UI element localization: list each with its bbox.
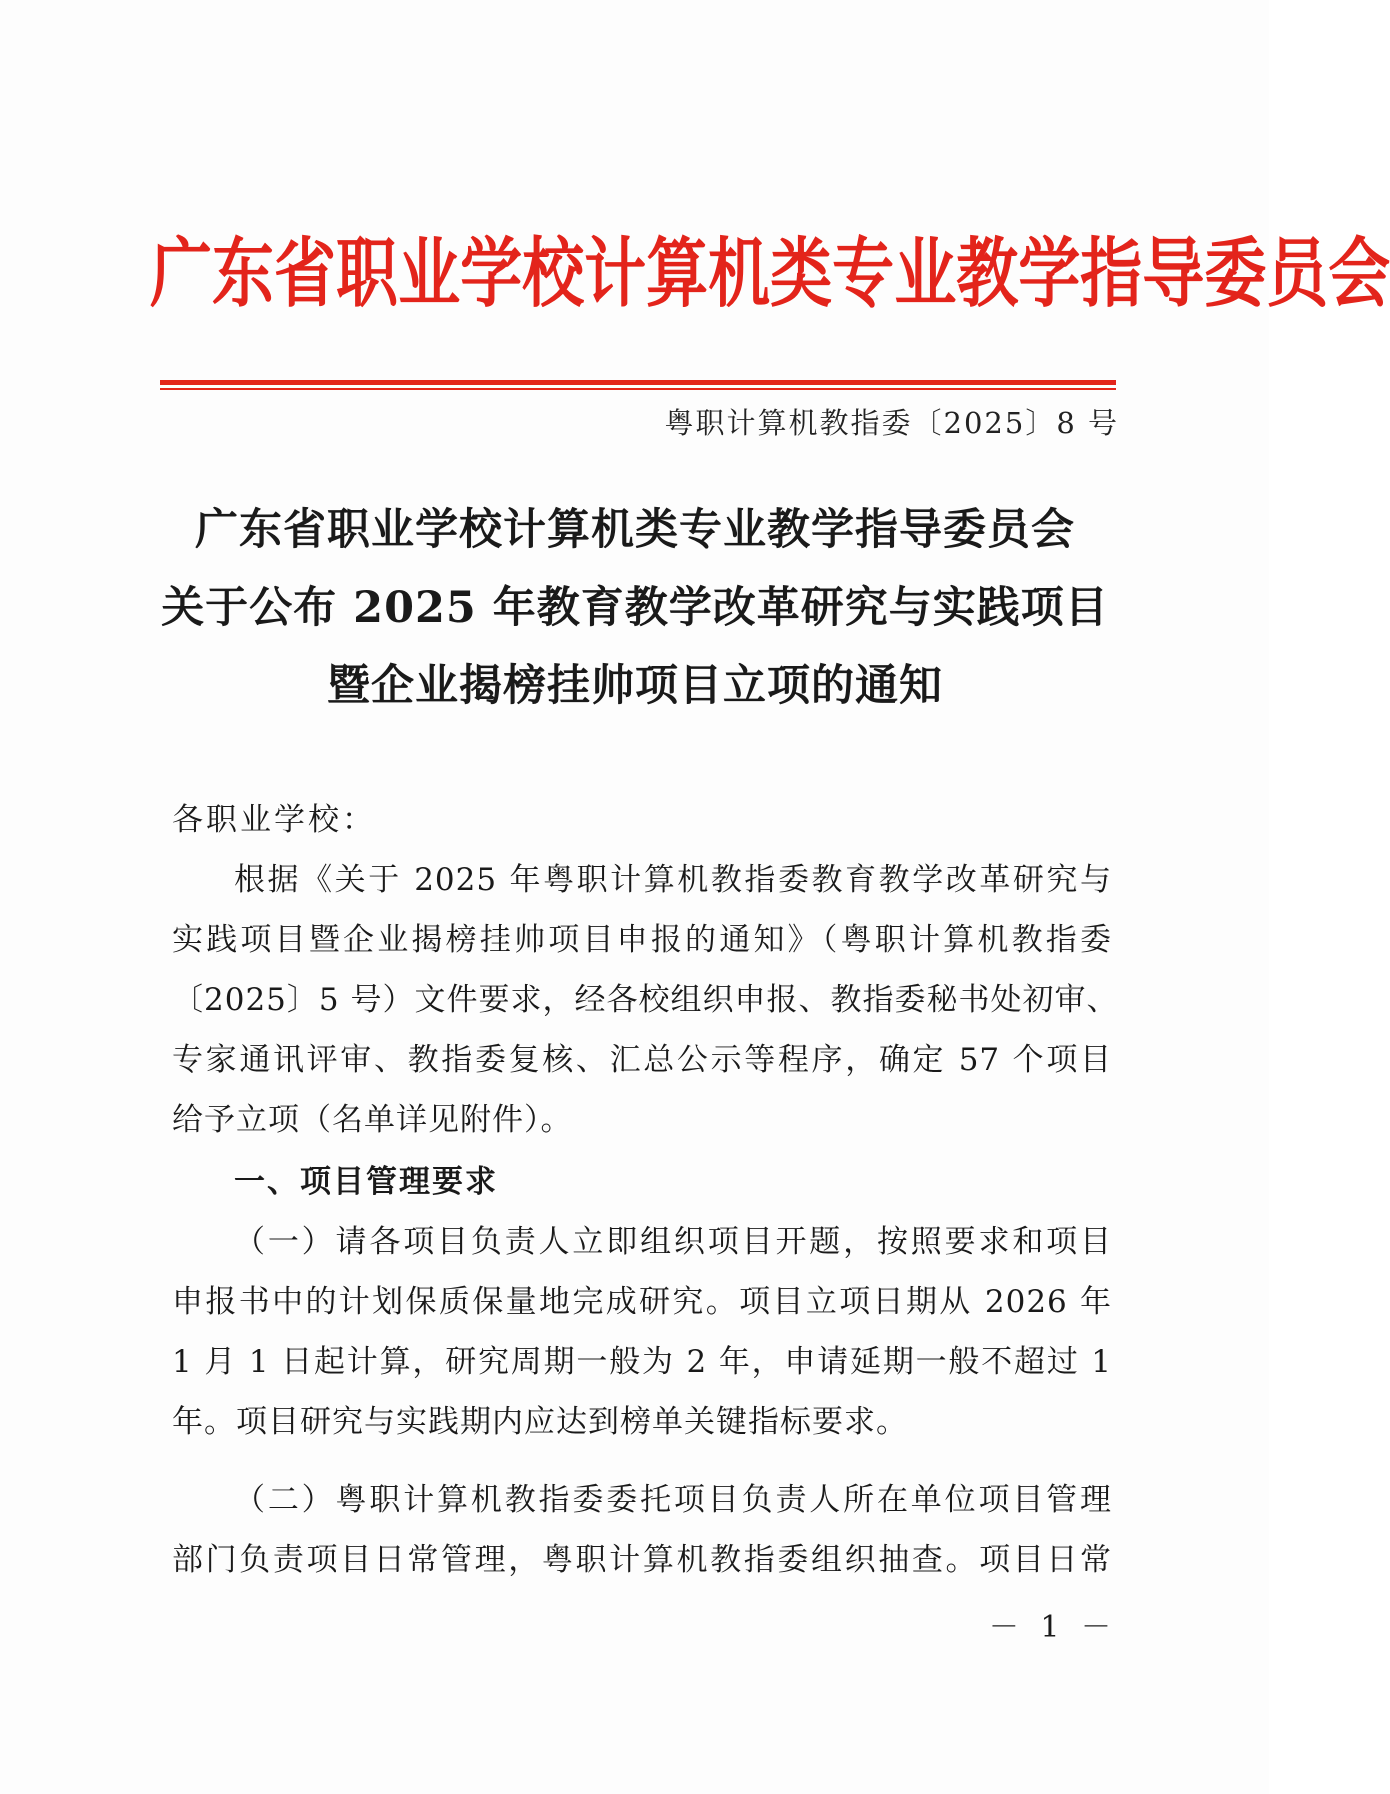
letterhead-character: 委	[1204, 228, 1267, 318]
paragraph-basis	[172, 850, 1119, 1150]
letterhead-character: 广	[150, 228, 213, 318]
letterhead-red-rule	[160, 380, 1116, 385]
letterhead-character: 机	[708, 228, 771, 318]
letterhead-red-rule-thin	[160, 388, 1116, 390]
notice-title-line-1: 广东省职业学校计算机类专业教学指导委员会	[195, 505, 1075, 555]
paragraph-line: 专家通讯评审、教指委复核、汇总公示等程序，确定 57 个项目	[172, 1042, 1112, 1078]
paragraph-line: 申报书中的计划保质保量地完成研究。项目立项日期从 2026 年	[172, 1284, 1112, 1320]
paragraph-line: 实践项目暨企业揭榜挂帅项目申报的通知》（粤职计算机教指委	[172, 922, 1112, 958]
paragraph-item-2	[172, 1470, 1112, 1590]
letterhead-character: 业	[894, 228, 957, 318]
paragraph-line: 〔2025〕5 号）文件要求，经各校组织申报、教指委秘书处初审、	[172, 982, 1119, 1018]
letterhead-character: 学	[1018, 228, 1081, 318]
letterhead-character: 导	[1142, 228, 1205, 318]
letterhead-character: 学	[460, 228, 523, 318]
letterhead-character: 算	[646, 228, 709, 318]
letterhead-character: 指	[1080, 228, 1143, 318]
document-number: 粤职计算机教指委〔2025〕8 号	[664, 406, 1119, 440]
letterhead-character: 业	[398, 228, 461, 318]
paragraph-line: 根据《关于 2025 年粤职计算机教指委教育教学改革研究与	[234, 862, 1112, 898]
letterhead-character: 计	[584, 228, 647, 318]
letterhead-character: 会	[1328, 228, 1390, 318]
paragraph-line: 1 月 1 日起计算，研究周期一般为 2 年，申请延期一般不超过 1	[172, 1344, 1112, 1380]
letterhead-character: 省	[274, 228, 337, 318]
page-number: － 1 －	[988, 1610, 1117, 1645]
letterhead-character: 东	[212, 228, 275, 318]
salutation: 各职业学校：	[172, 802, 376, 838]
letterhead-character: 专	[832, 228, 895, 318]
notice-title-line-2: 关于公布 2025 年教育教学改革研究与实践项目	[161, 583, 1109, 633]
paragraph-item-1	[172, 1212, 1112, 1452]
letterhead-character: 职	[336, 228, 399, 318]
letterhead-character: 教	[956, 228, 1019, 318]
organization-letterhead	[150, 206, 1390, 343]
paragraph-line: 部门负责项目日常管理，粤职计算机教指委组织抽查。项目日常	[172, 1542, 1112, 1578]
letterhead-character: 类	[770, 228, 833, 318]
paragraph-line: （二）粤职计算机教指委委托项目负责人所在单位项目管理	[234, 1482, 1112, 1518]
section-heading-project-management: 一、项目管理要求	[234, 1164, 498, 1200]
paragraph-line: （一）请各项目负责人立即组织项目开题，按照要求和项目	[234, 1224, 1112, 1260]
paragraph-line: 给予立项（名单详见附件）。	[172, 1102, 573, 1138]
letterhead-character: 员	[1266, 228, 1329, 318]
letterhead-character: 校	[522, 228, 585, 318]
notice-title-line-3: 暨企业揭榜挂帅项目立项的通知	[327, 661, 943, 711]
paragraph-line: 年。项目研究与实践期内应达到榜单关键指标要求。	[172, 1404, 908, 1440]
